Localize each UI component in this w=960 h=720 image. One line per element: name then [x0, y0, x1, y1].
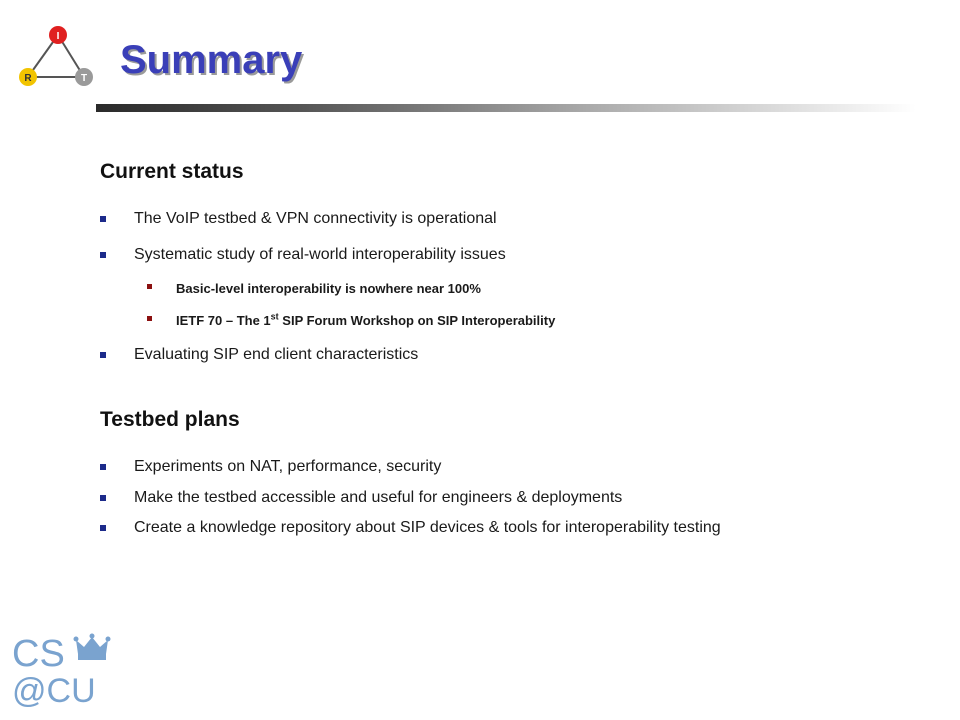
status-item-2-text: Systematic study of real-world interoperability issues [134, 246, 506, 263]
irt-node-i-label: I [56, 31, 60, 42]
plan-item-3 [134, 518, 721, 538]
sub-bullet-square-icon [147, 316, 152, 321]
slide-title: Summary [120, 38, 303, 82]
status-subitem-1 [176, 279, 481, 299]
bullet-square-icon [100, 525, 106, 531]
irt-logo [14, 22, 98, 98]
sub-bullet-square-icon [147, 284, 152, 289]
status-subitem-2-prefix: IETF 70 – The 1 [176, 313, 271, 328]
status-item-3-text: Evaluating SIP end client characteristics [134, 346, 419, 363]
status-item-2 [134, 245, 506, 265]
bullet-square-icon [100, 352, 106, 358]
status-subitem-2 [176, 311, 555, 331]
plan-item-1-text: Experiments on NAT, performance, security [134, 458, 442, 475]
bullet-square-icon [100, 252, 106, 258]
irt-node-r-label: R [24, 73, 32, 84]
bullet-square-icon [100, 216, 106, 222]
status-subitem-2-sup: st [270, 311, 279, 322]
bullet-square-icon [100, 495, 106, 501]
status-item-3 [134, 345, 418, 365]
cs-logo-line2: @CU [12, 672, 96, 708]
testbed-plans-heading: Testbed plans [100, 408, 240, 431]
irt-node-t-label: T [80, 73, 88, 84]
cs-at-cu-logo [12, 632, 116, 708]
plan-item-2-text: Make the testbed accessible and useful for engineers & deployments [134, 489, 623, 506]
status-item-1 [134, 209, 497, 229]
status-subitem-2-suffix: SIP Forum Workshop on SIP Interoperability [278, 313, 556, 328]
title-underline [96, 104, 916, 112]
plan-item-2 [134, 488, 622, 508]
current-status-heading: Current status [100, 160, 244, 183]
plan-item-3-text: Create a knowledge repository about SIP devices & tools for interoperability testing [134, 519, 721, 536]
cs-logo-line1: CS [12, 633, 65, 675]
status-subitem-1-text: Basic-level interoperability is nowhere near 100% [176, 281, 481, 296]
bullet-square-icon [100, 464, 106, 470]
crown-icon [74, 634, 111, 661]
status-item-1-text: The VoIP testbed & VPN connectivity is operational [134, 210, 497, 227]
plan-item-1 [134, 457, 441, 477]
